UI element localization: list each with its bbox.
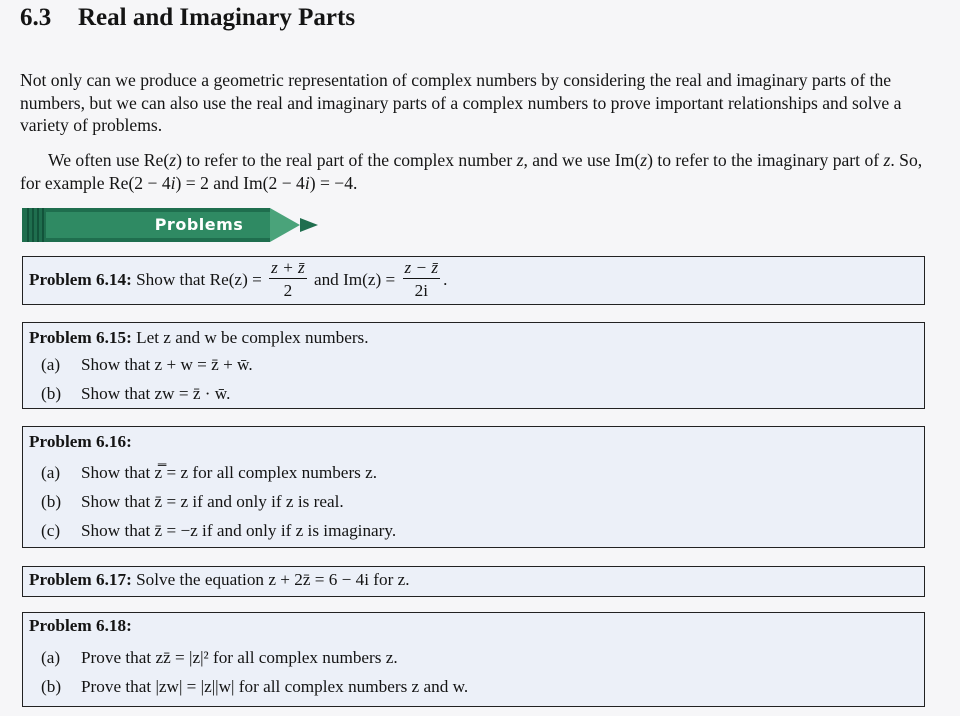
- problem-6-16-part-b: (b) Show that z̄ = z if and only if z is real.: [41, 492, 344, 511]
- problem-label: Problem 6.16:: [29, 432, 132, 451]
- problem-6-14-statement: Problem 6.14: Show that Re(z) = $\frac{z + z̄}{2}$ and Im(z) = $\frac{z - z̄}{2i}$ .: [29, 258, 448, 301]
- problem-6-18-box: [22, 612, 925, 707]
- intro-paragraph-1: Not only can we produce a geometric representation of complex numbers by considering the real and imaginary parts of the numbers, but we can also use the real and imaginary parts of a complex numbers to prove important relationships and solve a variety of problems.: [20, 70, 902, 135]
- section-number: 6.3: [20, 4, 52, 31]
- problem-6-17-box: [22, 566, 925, 597]
- section-title: Real and Imaginary Parts: [78, 4, 356, 31]
- problem-label: Problem 6.15:: [29, 328, 132, 347]
- problem-6-16-part-c: (c) Show that z̄ = −z if and only if z is imaginary.: [41, 521, 397, 540]
- problem-6-15-box: [22, 322, 925, 409]
- problem-6-18-part-a: (a) Prove that zz̄ = |z|² for all complex numbers z.: [41, 648, 398, 667]
- problems-banner-label: Problems: [154, 215, 244, 234]
- fraction-im: $\frac{z - z̄}{2i}$: [404, 258, 439, 301]
- section-heading: [20, 4, 355, 32]
- problem-6-18-part-b: (b) Prove that |zw| = |z||w| for all complex numbers z and w.: [41, 677, 469, 696]
- problem-label: Problem 6.17:: [29, 570, 132, 589]
- problem-6-16-box: [22, 426, 925, 548]
- problem-6-17-statement: Problem 6.17: Solve the equation z + 2z̄ = 6 − 4i for z.: [29, 570, 410, 589]
- problem-6-15-part-a: (a) Show that z + w = z̄ + w̄.: [41, 355, 253, 374]
- problem-label: Problem 6.14:: [29, 270, 132, 290]
- fraction-re: $\frac{z + z̄}{2}$: [271, 258, 305, 301]
- intro-paragraph-2: We often use Re(z) to refer to the real part of the complex number z, and we use Im(z) to refer to the imaginary part of z. So, for example Re(2 − 4i) = 2 and Im(2 − 4i) = −4.: [20, 150, 923, 193]
- problem-6-16-statement: [29, 432, 132, 452]
- problem-6-15-part-b: (b) Show that zw = z̄ · w̄.: [41, 384, 231, 403]
- problem-6-18-statement: [29, 616, 132, 636]
- problem-6-16-part-a: (a) Show that z̿ = z for all complex numbers z.: [41, 463, 378, 482]
- problem-6-14-box: [22, 256, 925, 305]
- problems-banner: [22, 208, 322, 242]
- problem-label: Problem 6.18:: [29, 616, 132, 635]
- problem-6-15-statement: Problem 6.15: Let z and w be complex numbers.: [29, 328, 369, 347]
